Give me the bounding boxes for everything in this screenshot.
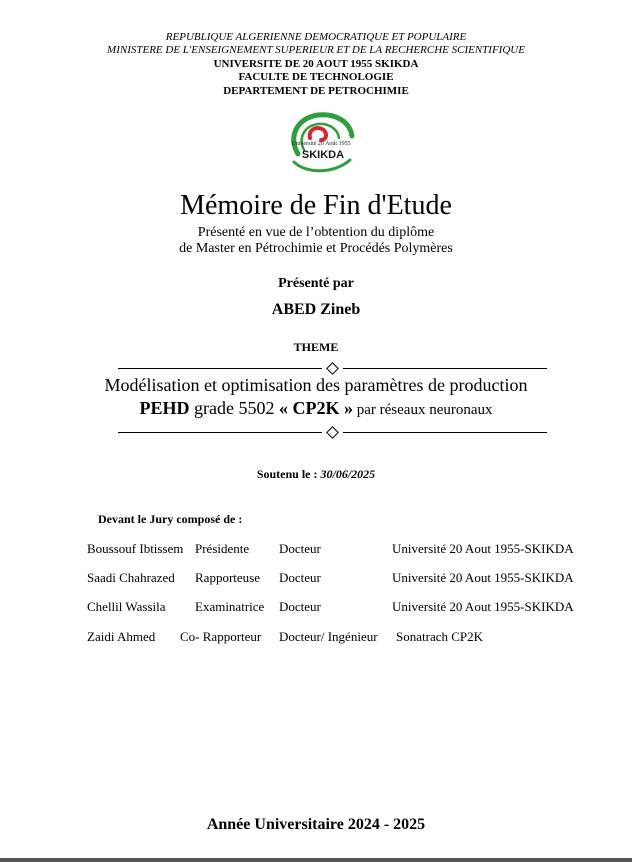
header-faculty: FACULTE DE TECHNOLOGIE (238, 71, 394, 83)
jury-label: Devant le Jury composé de : (98, 512, 243, 526)
title-sub-1: Présenté en vue de l’obtention du diplôme (197, 225, 435, 240)
divider-bottom-right (343, 432, 547, 433)
header-department: DEPARTEMENT DE PETROCHIMIE (223, 85, 409, 97)
jury-member-name: Boussouf Ibtissem (87, 541, 184, 556)
divider-bottom-diamond (326, 426, 339, 439)
divider-top-left (118, 368, 322, 369)
theme-cp2k: « CP2K » (278, 398, 353, 418)
header-ministry: MINISTERE DE L'ENSEIGNEMENT SUPERIEUR ET DE LA RECHERCHE SCIENTIFIQUE (107, 44, 525, 56)
defense-label: Soutenu le : (256, 467, 321, 481)
jury-row (0, 570, 632, 588)
divider-top-diamond (326, 362, 339, 375)
viewer-bottom-edge (0, 858, 632, 862)
jury-member-name: Chellil Wassila (87, 599, 166, 614)
logo-arc-text: Université 20 Août 1955 (291, 141, 351, 147)
jury-row (0, 541, 632, 559)
defense-date: 30/06/2025 (320, 467, 376, 481)
jury-member-grade: Docteur/ Ingénieur (279, 629, 378, 644)
logo-word: SKIKDA (301, 149, 345, 161)
jury-member-institution: Sonatrach CP2K (396, 629, 484, 644)
jury-row (0, 599, 632, 617)
jury-member-institution: Université 20 Aout 1955-SKIKDA (392, 541, 574, 556)
theme-grade: grade 5502 (189, 398, 279, 418)
divider-bottom-left (118, 432, 322, 433)
author-name: ABED Zineb (271, 301, 361, 318)
university-logo-graphic (284, 108, 358, 176)
document-title: Mémoire de Fin d'Etude (180, 190, 452, 221)
jury-member-grade: Docteur (279, 599, 321, 614)
jury-member-grade: Docteur (279, 541, 321, 556)
header-university: UNIVERSITE DE 20 AOUT 1955 SKIKDA (213, 58, 419, 70)
jury-member-name: Zaidi Ahmed (87, 629, 156, 644)
theme-pehd: PEHD (139, 398, 190, 418)
jury-member-name: Saadi Chahrazed (87, 570, 175, 585)
academic-year: Année Universitaire 2024 - 2025 (206, 816, 426, 833)
defense-date-line (0, 467, 632, 482)
divider-top-right (343, 368, 547, 369)
header-republic: REPUBLIQUE ALGERIENNE DEMOCRATIQUE ET POPULAIRE (165, 31, 467, 43)
jury-member-role: Rapporteuse (195, 570, 260, 585)
theme-rest: par réseaux neuronaux (352, 402, 493, 418)
jury-member-role: Co- Rapporteur (180, 629, 262, 644)
theme-line-2 (0, 398, 632, 421)
jury-member-institution: Université 20 Aout 1955-SKIKDA (392, 570, 574, 585)
jury-member-role: Présidente (195, 541, 250, 556)
jury-row (0, 629, 632, 647)
jury-member-role: Examinatrice (195, 599, 265, 614)
theme-label: THEME (293, 340, 339, 354)
presented-by-label: Présenté par (278, 276, 354, 291)
university-logo (284, 108, 358, 176)
theme-line-1: Modélisation et optimisation des paramètres de production (104, 375, 528, 395)
jury-member-institution: Université 20 Aout 1955-SKIKDA (392, 599, 574, 614)
title-sub-2: de Master en Pétrochimie et Procédés Polymères (179, 241, 453, 256)
jury-member-grade: Docteur (279, 570, 321, 585)
